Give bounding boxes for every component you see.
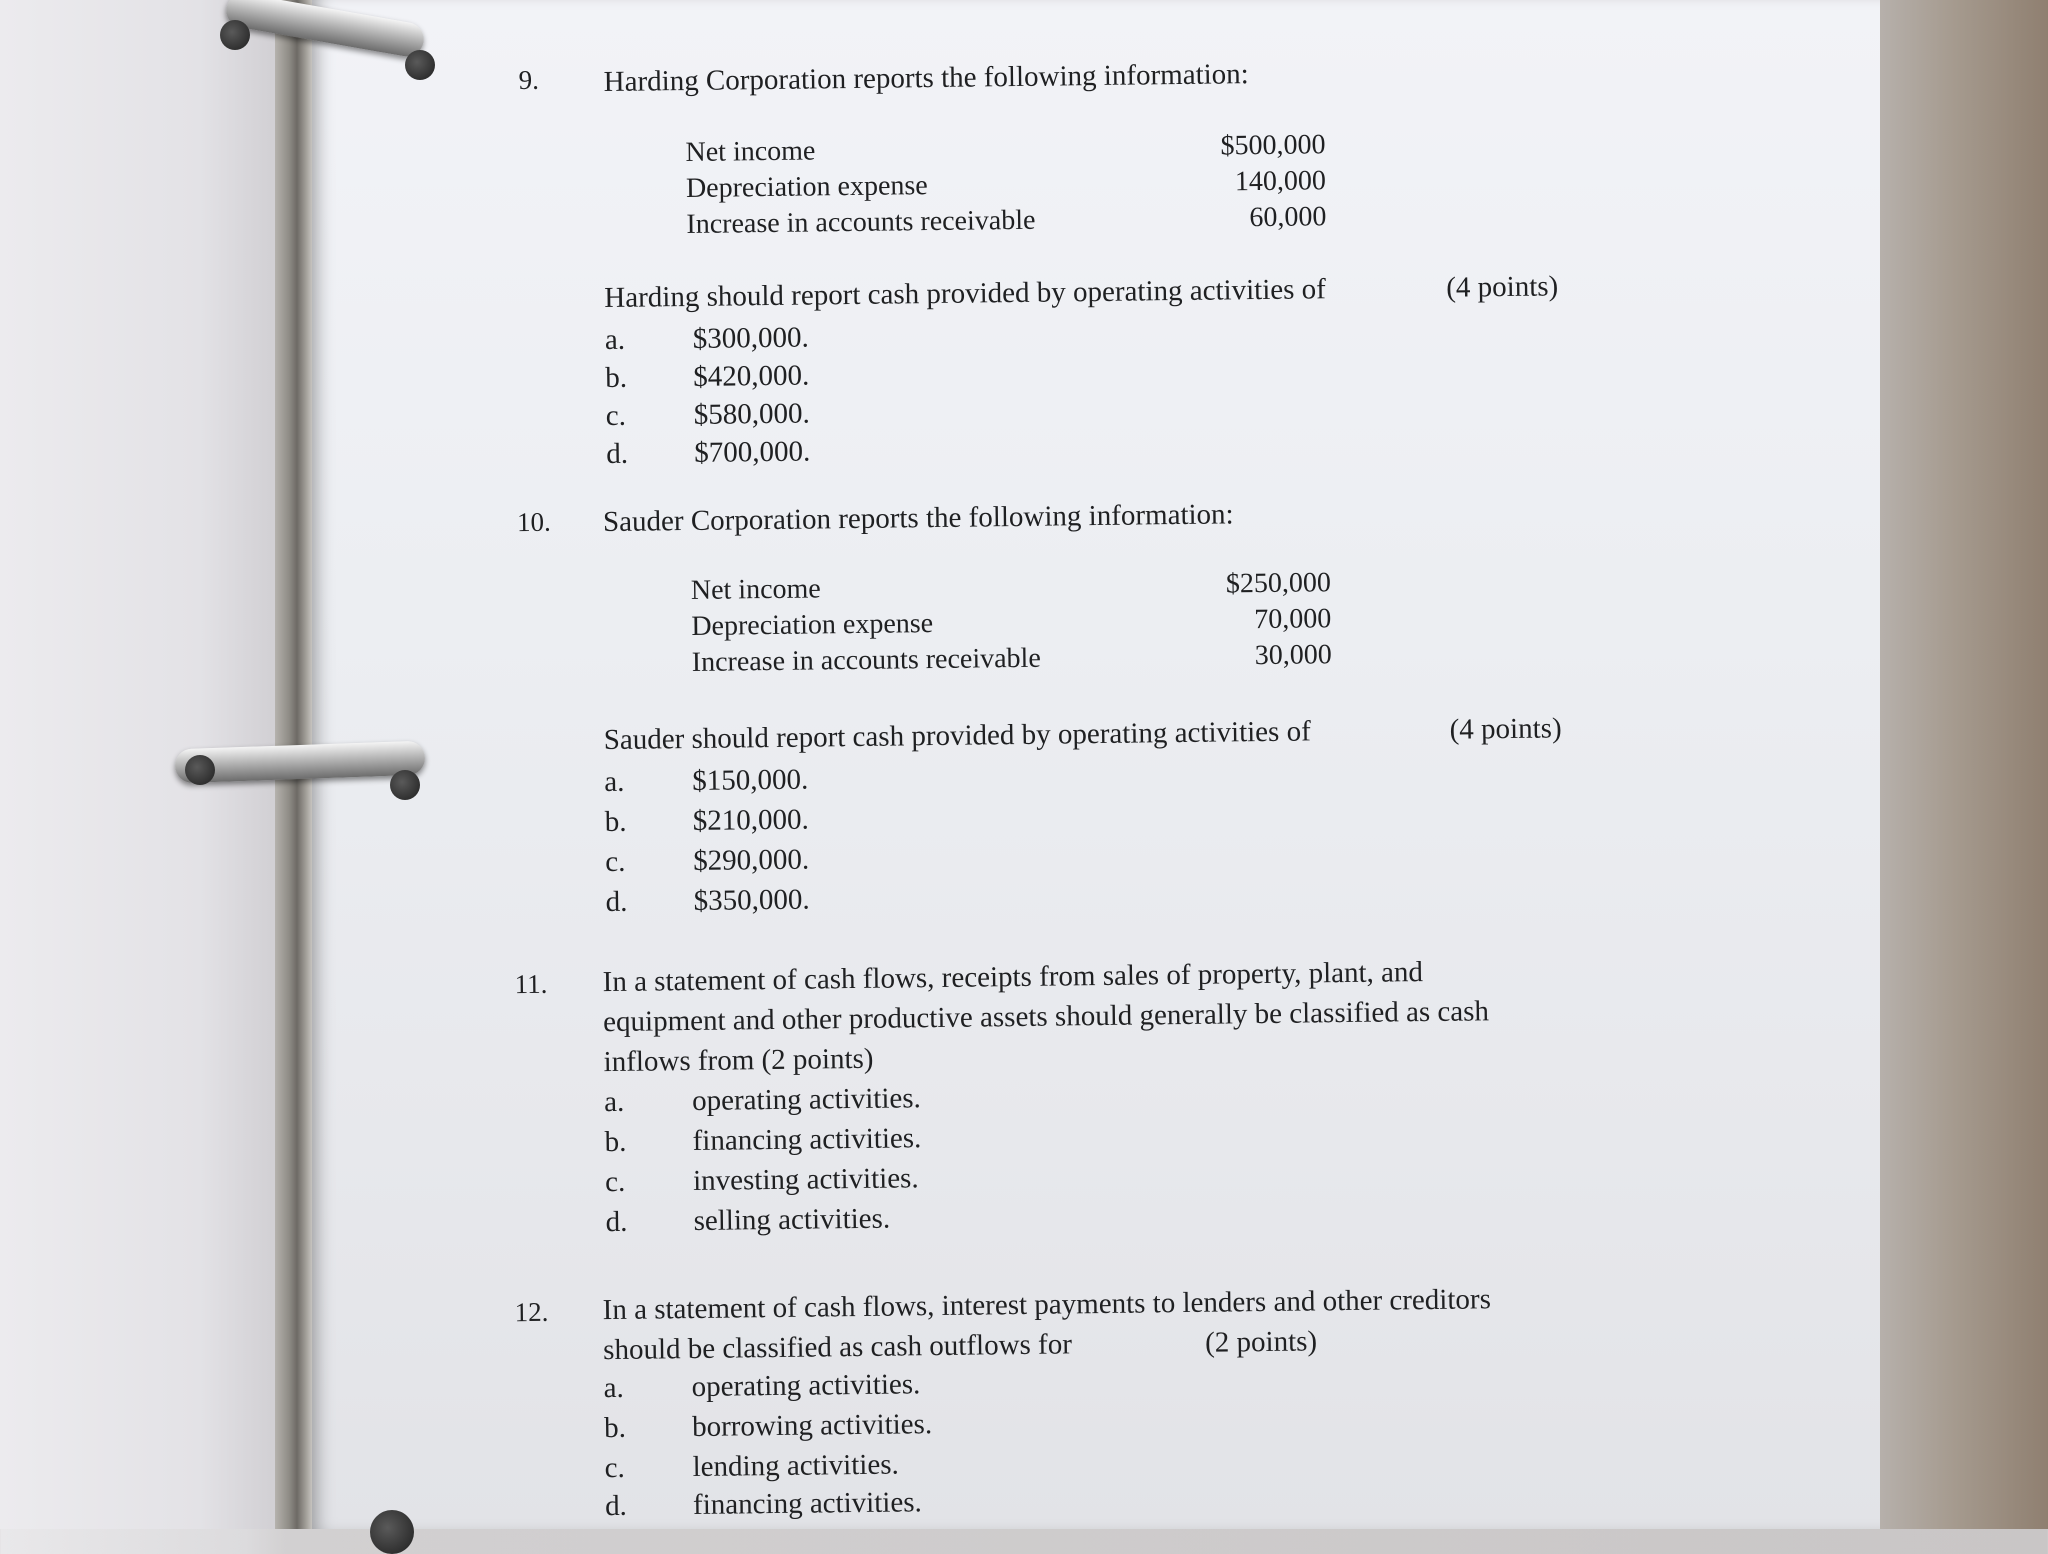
option-letter: a. xyxy=(605,324,626,357)
option-text: borrowing activities. xyxy=(692,1408,932,1444)
option-text: $420,000. xyxy=(693,360,809,394)
option-letter: c. xyxy=(605,1166,626,1199)
option-letter: b. xyxy=(605,362,627,395)
info-value: 140,000 xyxy=(1235,165,1326,198)
option-letter: d. xyxy=(606,438,628,471)
option-letter: b. xyxy=(604,1412,626,1445)
question-text-line: equipment and other productive assets should generally be classified as cash xyxy=(603,991,1489,1042)
option-letter: c. xyxy=(606,400,627,433)
option-letter: c. xyxy=(604,1452,625,1485)
option-text: $210,000. xyxy=(693,804,809,838)
option-text: operating activities. xyxy=(691,1368,920,1404)
info-row xyxy=(686,201,1326,245)
info-label: Net income xyxy=(685,135,815,169)
option-text: operating activities. xyxy=(692,1082,921,1118)
info-value: $500,000 xyxy=(1220,129,1325,162)
option-text: $150,000. xyxy=(692,764,808,798)
question-text-line: In a statement of cash flows, interest payments to lenders and other creditors xyxy=(602,1279,1491,1330)
info-value: $250,000 xyxy=(1226,567,1331,600)
option-text: $700,000. xyxy=(694,436,810,470)
info-label: Depreciation expense xyxy=(686,170,928,205)
info-value: 70,000 xyxy=(1254,603,1331,636)
option-text: financing activities. xyxy=(692,1122,921,1158)
option-text: $580,000. xyxy=(694,398,810,432)
option-text: lending activities. xyxy=(692,1449,899,1485)
info-row xyxy=(692,639,1332,683)
question-intro: Sauder Corporation reports the following information: xyxy=(603,494,1234,542)
option-letter: a. xyxy=(603,1372,624,1405)
question-points: (4 points) xyxy=(1449,708,1561,749)
option-letter: b. xyxy=(605,806,627,839)
option-text: $350,000. xyxy=(693,884,809,918)
option-text: $290,000. xyxy=(693,844,809,878)
option-letter: a. xyxy=(604,1086,625,1119)
question-points: (2 points) xyxy=(1205,1321,1317,1362)
info-label: Increase in accounts receivable xyxy=(692,643,1041,679)
option-text: $300,000. xyxy=(693,322,809,356)
question-prompt: Harding should report cash provided by operating activities of xyxy=(604,269,1326,318)
question-prompt: Sauder should report cash provided by operating activities of xyxy=(603,711,1311,760)
option-letter: d. xyxy=(605,1490,627,1523)
question-intro: Harding Corporation reports the following information: xyxy=(603,54,1249,102)
question-points: (4 points) xyxy=(1446,266,1558,307)
question-text-line: inflows from (2 points) xyxy=(603,1039,873,1082)
question-text-line: should be classified as cash outflows for xyxy=(603,1324,1072,1370)
question-number: 9. xyxy=(518,65,539,96)
option-letter: d. xyxy=(605,1206,627,1239)
question-number: 11. xyxy=(515,969,548,1000)
option-text: selling activities. xyxy=(693,1203,890,1238)
info-value: 60,000 xyxy=(1249,201,1326,234)
info-label: Increase in accounts receivable xyxy=(686,205,1035,241)
question-number: 12. xyxy=(515,1297,549,1328)
info-label: Net income xyxy=(691,573,821,607)
option-text: financing activities. xyxy=(693,1486,922,1522)
question-text-line: In a statement of cash flows, receipts from sales of property, plant, and xyxy=(602,952,1423,1002)
info-label: Depreciation expense xyxy=(691,608,933,643)
question-number: 10. xyxy=(517,507,551,538)
option-letter: a. xyxy=(604,766,625,799)
option-text: investing activities. xyxy=(693,1162,919,1198)
option-letter: c. xyxy=(605,846,626,879)
info-value: 30,000 xyxy=(1255,639,1332,672)
option-letter: b. xyxy=(604,1126,626,1159)
option-letter: d. xyxy=(606,886,628,919)
